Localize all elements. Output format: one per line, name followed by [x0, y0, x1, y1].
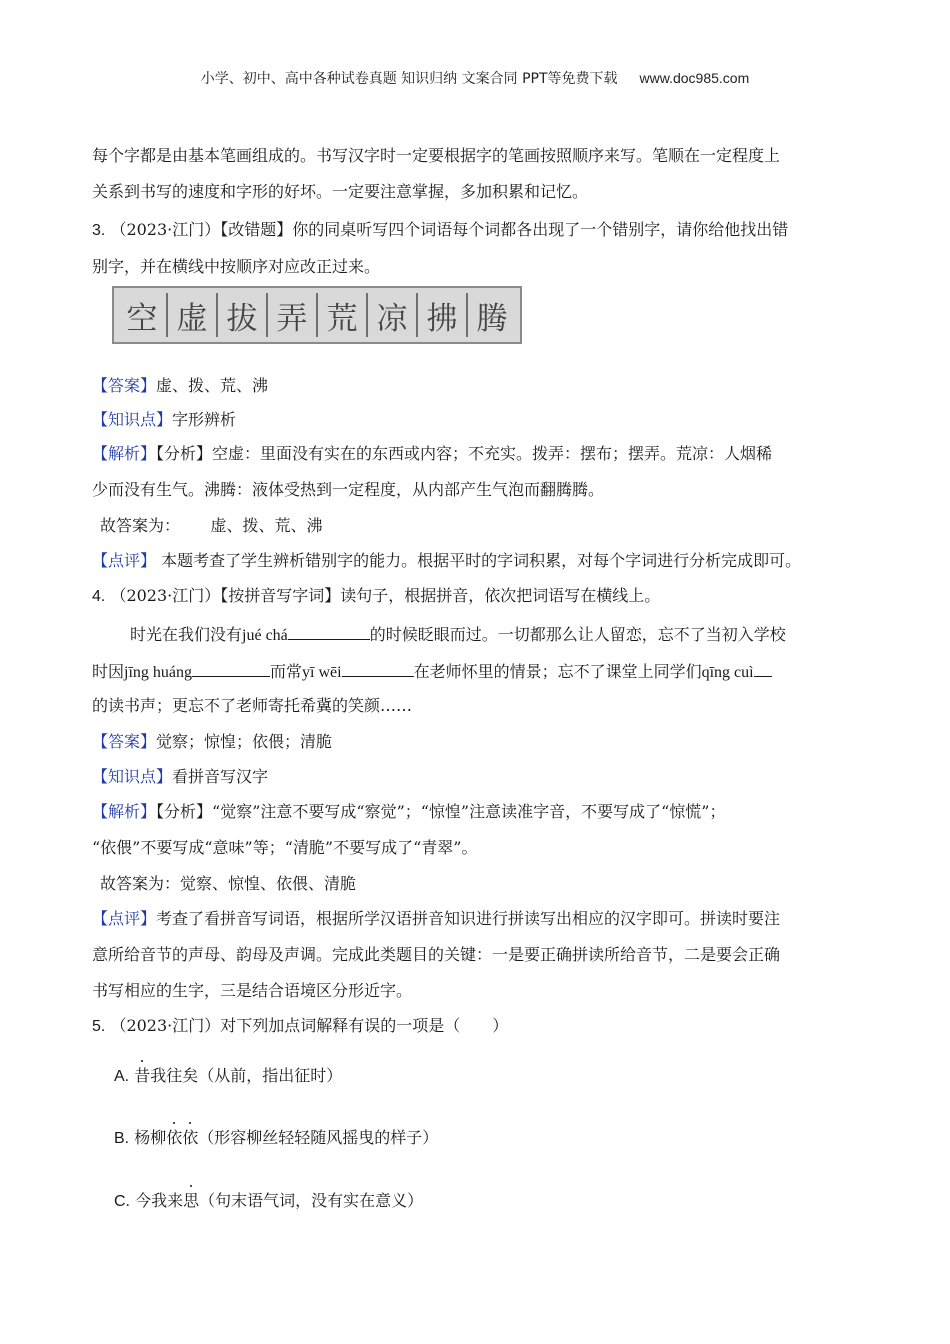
q4-knowledge-point	[92, 765, 268, 789]
q4-analysis-text: “觉察”注意不要写成“察觉”；“惊惶”注意读准字音，不要写成了“惊慌”；	[212, 802, 726, 821]
q4-passage-line-2	[92, 658, 772, 682]
q3-char: 拔	[218, 293, 268, 337]
q5-number: 5.	[92, 1018, 106, 1035]
q3-char: 弄	[268, 293, 318, 337]
q3-analysis-sub: 【分析】	[156, 444, 213, 463]
q4-passage-text: 时光在我们没有	[130, 625, 243, 644]
q5-option-text: 我往矣（从前，指出征时）	[150, 1066, 343, 1085]
q4-passage-text: 在老师怀里的情景；忘不了课堂上同学们	[413, 662, 702, 681]
q3-stem-line-1	[92, 218, 788, 242]
q4-conclusion	[100, 872, 356, 896]
q4-comment-text: 考查了看拼音写词语，根据所学汉语拼音知识进行拼读写出相应的汉字即可。拼读时要注	[156, 909, 781, 928]
q3-comment-tag: 【点评】	[92, 551, 157, 570]
q4-analysis-tag: 【解析】	[92, 802, 157, 821]
q3-analysis-line-1	[92, 442, 772, 466]
q4-conclusion-text: 觉察、惊惶、依偎、清脆	[180, 874, 357, 893]
q4-stem-text: 读句子，根据拼音，依次把词语写在横线上。	[340, 586, 661, 605]
q5-dotted-char: 依	[182, 1126, 198, 1150]
q4-stem	[92, 584, 660, 608]
q4-pinyin-1: jué chá	[242, 627, 288, 644]
q4-passage-text: 时因	[92, 662, 125, 681]
q5-stem-text: 对下列加点词解释有误的一项是（ ）	[220, 1016, 509, 1035]
q3-stem-text: 你的同桌听写四个词语每个词都各出现了一个错别字，请你给他找出错	[292, 220, 789, 239]
q4-comment-line-2: 意所给音节的声母、韵母及声调。完成此类题目的关键：一是要正确拼读所给音节，二是要会正确	[92, 945, 781, 964]
q3-char: 凉	[368, 293, 418, 337]
q5-option-label: B.	[114, 1130, 130, 1147]
q5-option-label: A.	[114, 1068, 130, 1085]
q5-option-text: （形容柳丝轻轻随风摇曳的样子）	[198, 1128, 439, 1147]
q3-char: 空	[118, 293, 168, 337]
q3-number: 3.	[92, 222, 106, 239]
q3-conclusion-label: 故答案为：	[100, 516, 181, 535]
q3-character-image	[112, 286, 522, 344]
q4-pinyin-2: jīng huáng	[124, 664, 193, 681]
q3-analysis-tag: 【解析】	[92, 444, 157, 463]
q3-kp-text: 字形辨析	[172, 410, 237, 429]
q3-analysis-line-2: 少而没有生气。沸腾：液体受热到一定程度，从内部产生气泡而翻腾腾。	[92, 480, 605, 499]
q3-char: 虚	[168, 293, 218, 337]
q5-option-prefix: 杨柳	[134, 1128, 167, 1147]
q4-kp-text: 看拼音写汉字	[172, 767, 269, 786]
q3-analysis-text: 空虚：里面没有实在的东西或内容；不充实。拨弄：摆布；摆弄。荒凉：人烟稀	[212, 444, 773, 463]
q4-source: （2023·江门）	[110, 586, 221, 605]
q3-type: 【改错题】	[220, 220, 293, 239]
q3-conclusion-text: 虚、拨、荒、沸	[210, 516, 323, 535]
q5-dotted-char: 思	[183, 1189, 199, 1213]
q3-answer-tag: 【答案】	[92, 376, 157, 395]
q3-stem-line-2: 别字，并在横线中按顺序对应改正过来。	[92, 257, 381, 276]
q4-type: 【按拼音写字词】	[220, 586, 341, 605]
q5-option-label: C.	[114, 1193, 130, 1210]
q4-blank-1[interactable]	[288, 621, 370, 640]
q4-number: 4.	[92, 588, 106, 605]
intro-line-2: 关系到书写的速度和字形的好坏。一定要注意掌握，多加积累和记忆。	[92, 182, 589, 201]
q3-kp-tag: 【知识点】	[92, 410, 173, 429]
q4-comment-line-3: 书写相应的生字，三是结合语境区分形近字。	[92, 981, 413, 1000]
q5-option-c[interactable]	[114, 1189, 423, 1213]
q5-option-b[interactable]	[114, 1126, 438, 1150]
q5-dotted-char: 昔	[134, 1064, 150, 1088]
q4-blank-3[interactable]	[342, 658, 414, 677]
q3-conclusion	[100, 514, 323, 538]
q4-comment-line-1	[92, 907, 780, 931]
q4-pinyin-3: yī wēi	[302, 664, 342, 681]
q3-char: 荒	[318, 293, 368, 337]
q5-dotted-char: 依	[166, 1126, 182, 1150]
q3-char: 拂	[418, 293, 468, 337]
q5-option-text: （句末语气词，没有实在意义）	[199, 1191, 424, 1210]
q4-passage-text: 的时候眨眼而过。一切都那么让人留恋，忘不了当初入学校	[369, 625, 786, 644]
q4-conclusion-label: 故答案为：	[100, 874, 181, 893]
q3-answer-text: 虚、拨、荒、沸	[156, 376, 269, 395]
q3-source: （2023·江门）	[110, 220, 221, 239]
q4-analysis-line-1	[92, 800, 725, 824]
q4-answer-text: 觉察；惊惶；依偎；清脆	[156, 732, 333, 751]
q3-char: 腾	[476, 300, 508, 337]
q3-knowledge-point	[92, 408, 236, 432]
q3-comment	[92, 549, 801, 573]
q3-answer	[92, 374, 268, 398]
q3-comment-text: 本题考查了学生辨析错别字的能力。根据平时的字词积累，对每个字词进行分析完成即可。	[161, 551, 802, 570]
q4-passage-line-1	[130, 621, 786, 645]
q4-analysis-line-2: “依偎”不要写成“意味”等；“清脆”不要写成了“青翠”。	[92, 838, 478, 857]
q5-source: （2023·江门）	[110, 1016, 221, 1035]
q5-option-a[interactable]	[114, 1064, 342, 1088]
q4-analysis-sub: 【分析】	[156, 802, 213, 821]
q5-stem	[92, 1014, 508, 1038]
q4-kp-tag: 【知识点】	[92, 767, 173, 786]
q4-pinyin-4: qīng cuì	[701, 664, 754, 681]
intro-line-1: 每个字都是由基本笔画组成的。书写汉字时一定要根据字的笔画按照顺序来写。笔顺在一定程度上	[92, 146, 781, 165]
q4-passage-line-3: 的读书声；更忘不了老师寄托希冀的笑颜……	[92, 696, 413, 715]
q4-comment-tag: 【点评】	[92, 909, 157, 928]
q4-blank-2[interactable]	[192, 658, 270, 677]
header-text: 小学、初中、高中各种试卷真题 知识归纳 文案合同 PPT等免费下载	[200, 71, 618, 87]
header-site-link[interactable]: www.doc985.com	[639, 70, 750, 86]
q4-passage-text: 而常	[270, 662, 303, 681]
q5-option-prefix: 今我来	[135, 1191, 184, 1210]
q4-blank-4[interactable]	[754, 658, 772, 677]
q4-answer	[92, 730, 332, 754]
page-header	[0, 68, 950, 88]
q4-answer-tag: 【答案】	[92, 732, 157, 751]
